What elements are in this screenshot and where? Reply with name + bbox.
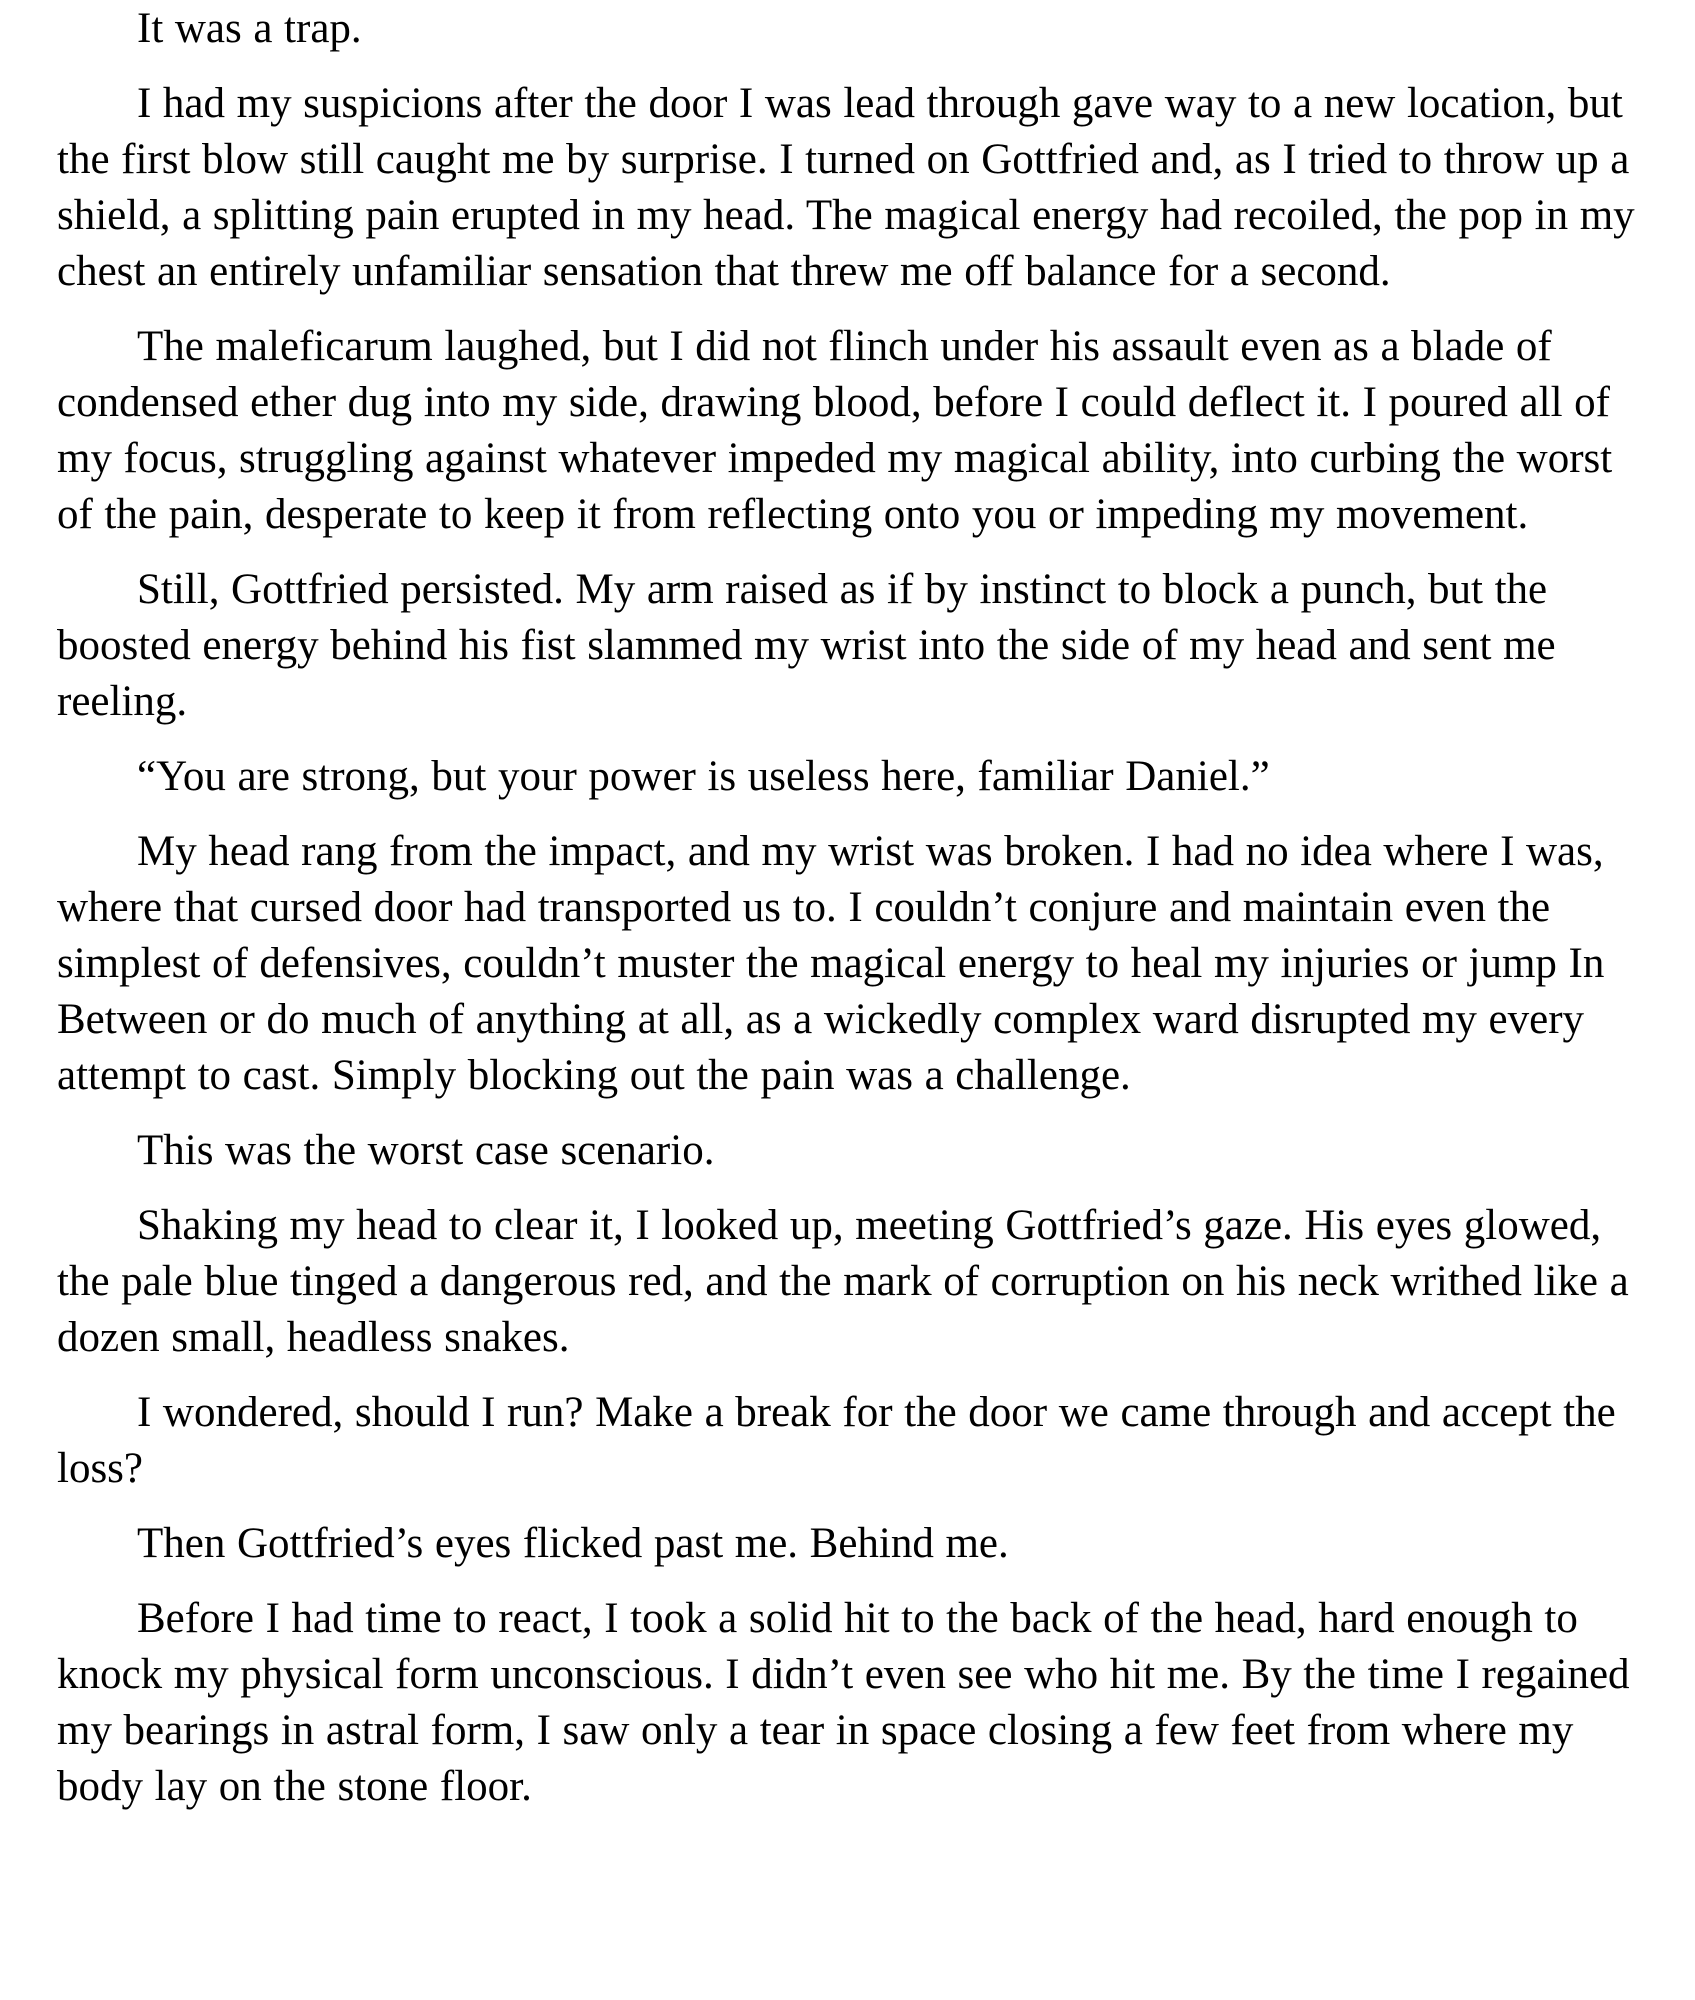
paragraph: This was the worst case scenario. bbox=[137, 1127, 715, 1174]
paragraph: The maleficarum laughed, but I did not flinch under his assault even as a blade of condensed ether dug into my side, drawing blood, before I could deflect it. I poured all of my focus, struggling against whatever impeded my magical ability, into curbing the worst of the pain, desperate to keep it from reflecting onto you or impeding my movement. bbox=[57, 323, 1613, 538]
paragraph: My head rang from the impact, and my wrist was broken. I had no idea where I was, where that cursed door had transported us to. I couldn’t conjure and maintain even the simplest of defensives, couldn’t muster the magical energy to heal my injuries or jump In Between or do much of anything at all, as a wickedly complex ward disrupted my every attempt to cast. Simply blocking out the pain was a challenge. bbox=[57, 828, 1605, 1099]
paragraph: Still, Gottfried persisted. My arm raised as if by instinct to block a punch, but the boosted energy behind his fist slammed my wrist into the side of my head and sent me reeling. bbox=[57, 566, 1556, 725]
paragraph: Shaking my head to clear it, I looked up, meeting Gottfried’s gaze. His eyes glowed, the pale blue tinged a dangerous red, and the mark of corruption on his neck writhed like a dozen small, headless snakes. bbox=[57, 1202, 1629, 1361]
paragraph: “You are strong, but your power is useless here, familiar Daniel.” bbox=[137, 753, 1270, 800]
paragraph: Before I had time to react, I took a solid hit to the back of the head, hard enough to knock my physical form unconscious. I didn’t even see who hit me. By the time I regained my bearings in astral form, I saw only a tear in space closing a few feet from where my body lay on the stone floor. bbox=[57, 1595, 1630, 1810]
page-content bbox=[57, 1, 1643, 1815]
paragraph: It was a trap. bbox=[137, 5, 362, 52]
paragraph: Then Gottfried’s eyes flicked past me. Behind me. bbox=[137, 1520, 1009, 1567]
paragraph: I had my suspicions after the door I was lead through gave way to a new location, but the first blow still caught me by surprise. I turned on Gottfried and, as I tried to throw up a shield, a splitting pain erupted in my head. The magical energy had recoiled, the pop in my chest an entirely unfamiliar sensation that threw me off balance for a second. bbox=[57, 80, 1635, 295]
paragraph: I wondered, should I run? Make a break for the door we came through and accept the loss? bbox=[57, 1389, 1616, 1492]
